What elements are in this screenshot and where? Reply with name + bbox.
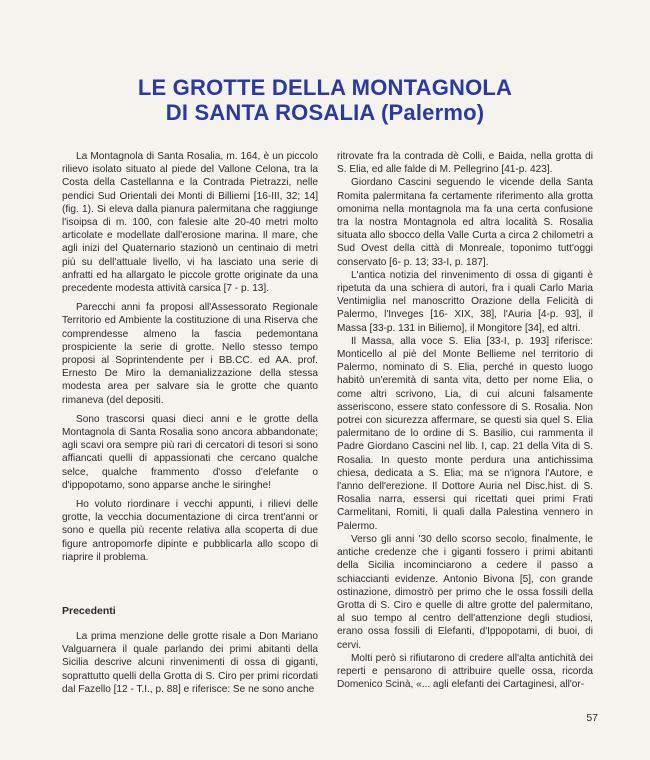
paragraph: L'antica notizia del rinvenimento di ossa di giganti è ripetuta da una schiera di autori, fra i quali Carlo Maria Ventimiglia nel manoscritto Orazione della Felicità di Palermo, l'Inveges [16- XIX, 38], l'Auria [4-p. 93], il Massa [33-p. 131 in Biliemo], il Mongitore [34], ed altri. — [337, 269, 593, 334]
paragraph: La prima menzione delle grotte risale a Don Mariano Valguarnera il quale parlando dei primi abitanti della Sicilia descrive alcuni rinvenimenti di ossa di giganti, soprattutto quelli della Grotta di S. Ciro per primi ricordati dal Fazello [12 - T.I., p. 88] e riferisce: Se ne sono anche — [62, 631, 318, 695]
title-line-2: DI SANTA ROSALIA (Palermo) — [165, 100, 485, 125]
paragraph: Sono trascorsi quasi dieci anni e le grotte della Montagnola di Santa Rosalia sono ancora abbandonate; agli scavi ora sempre più rari di cercatori di tesori si sono affiancati quelli di appassionati che cercano qualche selce, qualche frammento d'osso d'elefante o d'ippopotamo, sono apparse anche le siringhe! — [62, 413, 318, 491]
paragraph: Ho voluto riordinare i vecchi appunti, i rilievi delle grotte, la vecchia documentazione di circa trent'anni or sono e quella più recente relativa alla scoperta di due figure antropomorfe dipinte e pubblicarla allo scopo di riaprire il problema. — [62, 499, 318, 563]
page-number: 57 — [586, 712, 598, 724]
paragraph: Verso gli anni '30 dello scorso secolo, finalmente, le antiche credenze che i giganti fossero i primi abitanti della Sicilia incominciarono a cedere il passo a schiaccianti evidenze. Antonio Bivona [5], con grande ostinazione, dimostrò per primo che le ossa fossili della Grotta di S. Ciro e quelle di altre grotte del palermitano, al suo tempo al centro dell'attenzione degli studiosi, erano ossa fossili di Elefanti, d'Ippopotami, di buoi, di cervi. — [337, 533, 593, 651]
left-column — [62, 150, 318, 564]
paragraph: Giordano Cascini seguendo le vicende della Santa Romita palermitana fa certamente riferimento alla grotta omonima nella montagnola ma fa una certa confusione tra la nostra Montagnola ed altra località S. Rosalia situata allo sbocco della Valle Curta a circa 2 chilometri a Sud Ovest della città di Monreale, toponimo tutt'oggi conservato [6- p. 13; 33-I, p. 187]. — [337, 177, 593, 268]
left-column-bottom — [62, 630, 318, 696]
paragraph: Molti però si rifiutarono di credere all'alta antichità dei reperti e pensarono di attribuire quelle ossa, ricorda Domenico Scinà, «... agli elefanti dei Cartaginesi, all'or- — [337, 652, 593, 691]
paragraph: ritrovate fra la contrada dè Colli, e Baida, nella grotta di S. Elia, ed alle falde di M. Pellegrino [41-p. 423]. — [337, 151, 593, 176]
paragraph: La Montagnola di Santa Rosalia, m. 164, è un piccolo rilievo isolato situato al piede del Vallone Celona, tra la Costa della Castellanna e la Contrada Pietrazzi, nelle pendici Sud Orientali dei Monti di Billiemi [16-III, 32; 14] (fig. 1). Si eleva dalla pianura palermitana che raggiunge l'isoipsa di m. 100, con falesie alte 20-40 metri molto articolate e modellate dall'erosione marina. Il mare, che agli inizi del Quaternario stazionò un centinaio di metri più su dell'attuale livello, vi ha lasciato una serie di anfratti ed ha allargato le piccole grotte originate da una precedente modesta attività carsica [7 - p. 13]. — [62, 151, 318, 295]
paragraph: Parecchi anni fa proposi all'Assessorato Regionale Territorio ed Ambiente la costituzione di una Riserva che comprendesse almeno la fascia pedemontana prospiciente la serie di grotte. Nello stesso tempo proposi al Soprintendente per i BB.CC. ed AA. prof. Ernesto De Miro la demanializzazione della stessa modesta area per salvare sia le grotte che quanto rimaneva (del depositi. — [62, 302, 318, 406]
section-heading: Precedenti — [62, 605, 116, 617]
title-line-1: LE GROTTE DELLA MONTAGNOLA — [137, 75, 513, 100]
paragraph: Il Massa, alla voce S. Elia [33-I, p. 193] riferisce: Monticello al piè del Monte Bellieme nel territorio di Palermo, nominato di S. Elia, perché in questo luogo habitò un'eremità di santa vita, detto per nome Elia, o come altri scrivono, Lia, di cui alcuni falsamente asseriscono, essere stato confessore di S. Rosalia. Non potrei con sicurezza affermare, se questi sia quel S. Elia palermitano de lo ordine di S. Basilio, cui rammenta il Padre Giordano Cascini nel lib. I, cap. 21 della Vita di S. Rosalia. In questo monte perdura una antichissima chiesa, dedicata a S. Elia; ma se n'ignora l'Autore, e l'anno dell'erezione. Il Dottore Auria nel Disc.hist. di S. Rosalia narra, essersi qui ricettati quei primi Frati Carmelitani, Romiti, li quali dalla Palestina vennero in Palermo. — [337, 335, 593, 532]
right-column — [337, 150, 593, 691]
